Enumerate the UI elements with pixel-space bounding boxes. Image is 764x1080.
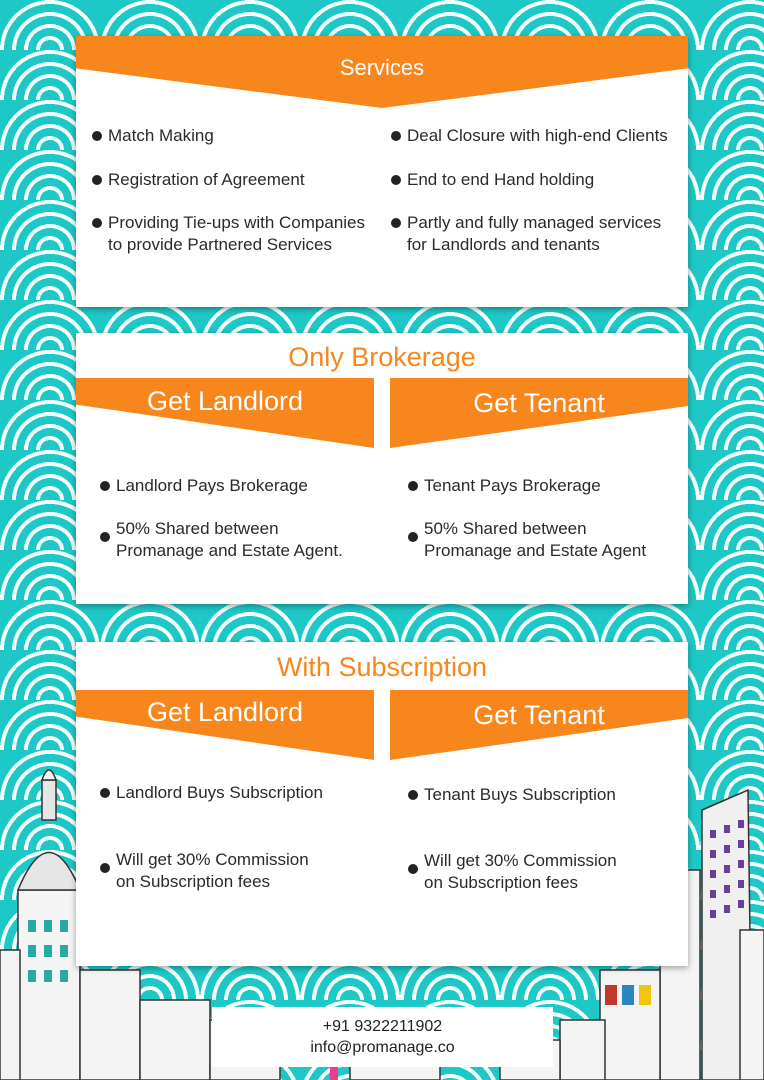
bullet-icon bbox=[391, 175, 401, 185]
list-item: Tenant Buys Subscription bbox=[408, 784, 683, 806]
get-landlord-label: Get Landlord bbox=[146, 386, 304, 416]
list-item: Providing Tie-ups with Companies to provide Partnered Services bbox=[92, 212, 382, 256]
bullet-icon bbox=[391, 218, 401, 228]
subscription-landlord-list bbox=[100, 782, 380, 893]
contact-box bbox=[212, 1007, 553, 1067]
list-item: Will get 30% Commission on Subscription fees bbox=[408, 850, 683, 894]
with-subscription-card bbox=[76, 642, 688, 966]
list-item: Deal Closure with high-end Clients bbox=[391, 125, 686, 147]
list-item: Will get 30% Commission on Subscription fees bbox=[100, 849, 380, 893]
bullet-icon bbox=[100, 863, 110, 873]
list-item: 50% Shared between Promanage and Estate Agent. bbox=[100, 518, 380, 562]
with-subscription-title: With Subscription bbox=[276, 652, 488, 682]
list-item: 50% Shared between Promanage and Estate Agent bbox=[408, 518, 683, 562]
bullet-icon bbox=[391, 131, 401, 141]
services-left-list bbox=[92, 125, 382, 256]
bullet-icon bbox=[100, 532, 110, 542]
services-title: Services bbox=[339, 55, 425, 80]
list-item: Tenant Pays Brokerage bbox=[408, 475, 683, 497]
bullet-icon bbox=[408, 532, 418, 542]
bullet-icon bbox=[92, 131, 102, 141]
services-right-list bbox=[391, 125, 686, 256]
get-tenant-label: Get Tenant bbox=[473, 700, 605, 730]
list-item: Landlord Pays Brokerage bbox=[100, 475, 380, 497]
bullet-icon bbox=[92, 175, 102, 185]
list-item: Landlord Buys Subscription bbox=[100, 782, 380, 804]
bullet-icon bbox=[100, 788, 110, 798]
bullet-icon bbox=[408, 790, 418, 800]
bullet-icon bbox=[408, 864, 418, 874]
only-brokerage-title: Only Brokerage bbox=[288, 342, 476, 372]
list-item: Match Making bbox=[92, 125, 382, 147]
bullet-icon bbox=[92, 218, 102, 228]
list-item: Partly and fully managed services for Landlords and tenants bbox=[391, 212, 686, 256]
list-item: End to end Hand holding bbox=[391, 169, 686, 191]
get-landlord-label: Get Landlord bbox=[146, 697, 304, 727]
contact-phone[interactable]: +91 9322211902 bbox=[322, 1018, 443, 1035]
list-item: Registration of Agreement bbox=[92, 169, 382, 191]
bullet-icon bbox=[100, 481, 110, 491]
brokerage-tenant-list bbox=[408, 475, 683, 562]
subscription-tenant-list bbox=[408, 784, 683, 894]
services-card bbox=[76, 36, 688, 307]
only-brokerage-card bbox=[76, 333, 688, 604]
contact-email[interactable]: info@promanage.co bbox=[310, 1039, 455, 1056]
get-tenant-label: Get Tenant bbox=[473, 388, 605, 418]
brokerage-landlord-list bbox=[100, 475, 380, 562]
bullet-icon bbox=[408, 481, 418, 491]
